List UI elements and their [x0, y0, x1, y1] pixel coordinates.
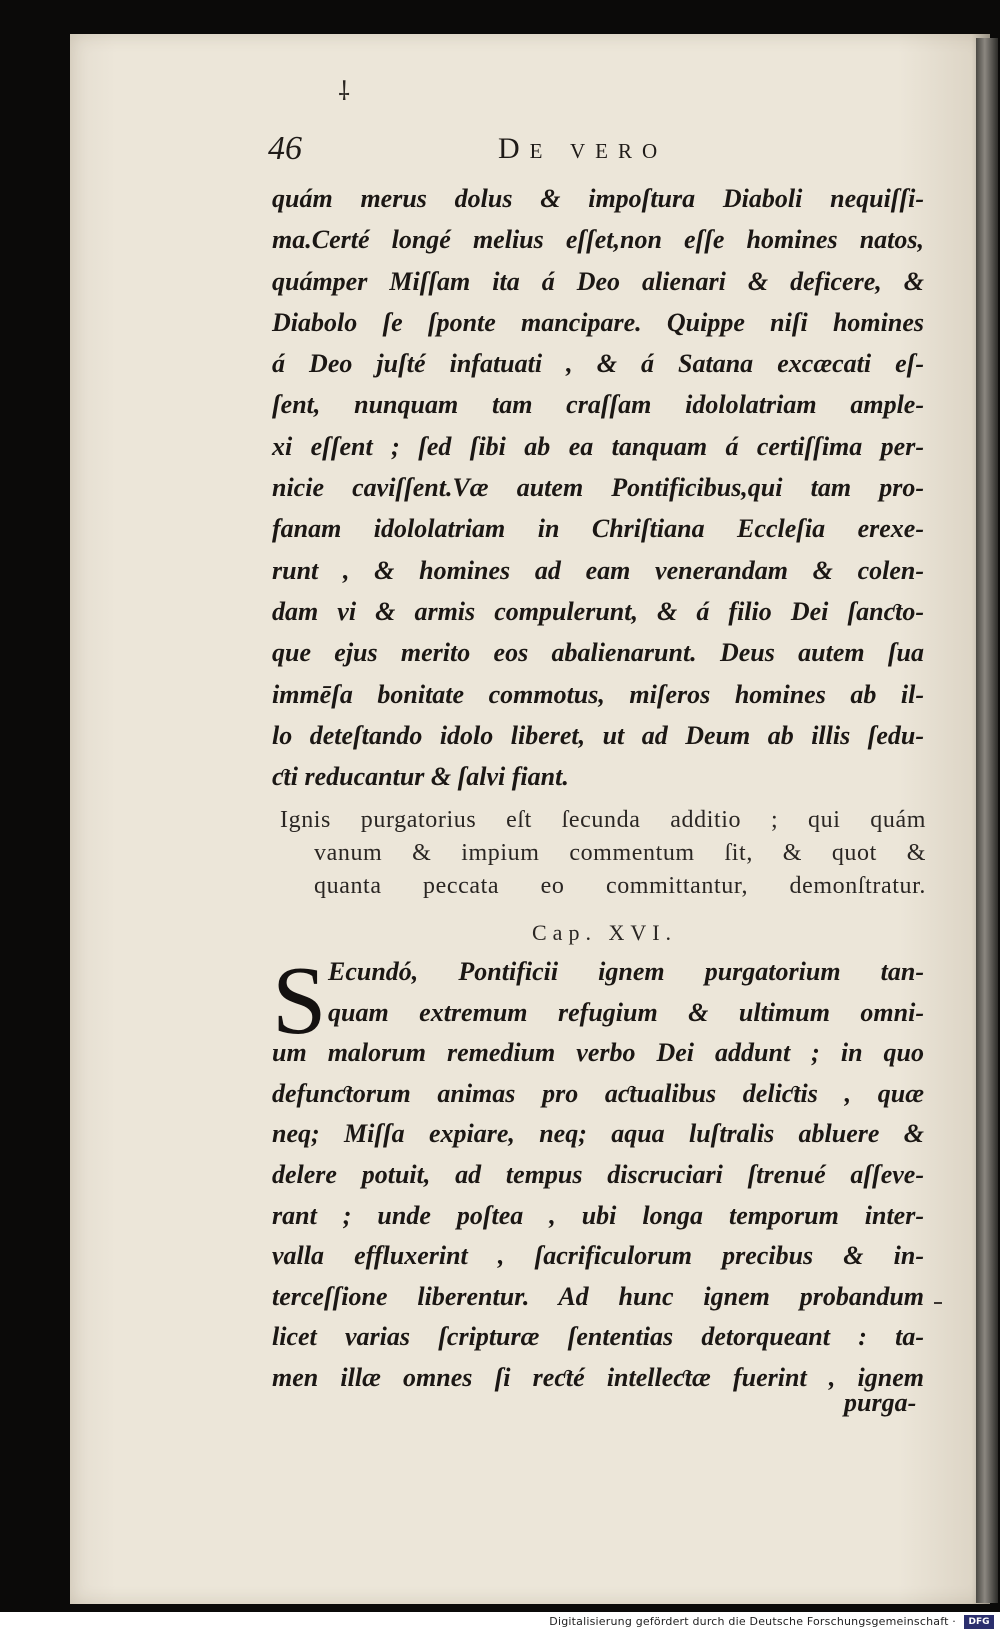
chapter-summary: [280, 804, 926, 903]
footer-bar: [0, 1612, 1000, 1632]
drop-cap: S: [272, 947, 327, 1055]
text-line: men illæ omnes ſi reƈté intelleƈtæ fuerint , ignem: [272, 1362, 924, 1392]
text-line: neq; Miſſa expiare, neq; aqua luſtralis abluere &: [272, 1119, 924, 1149]
text-line: lo deteſtando idolo liberet, ut ad Deum ab illis ſedu-: [272, 720, 924, 750]
margin-mark: [934, 1302, 942, 1304]
text-line: delere potuit, ad tempus discruciari ſtrenué aſſeve-: [272, 1159, 924, 1189]
text-line: quámper Miſſam ita á Deo alienari & deficere, &: [272, 266, 924, 296]
text-line: ma.Certé longé melius eſſet,non eſſe homines natos,: [272, 225, 924, 255]
page-number: 46: [268, 130, 302, 167]
text-line: terceſſione liberentur. Ad hunc ignem probandum: [272, 1281, 924, 1311]
text-line: um malorum remedium verbo Dei addunt ; in quo: [272, 1038, 924, 1068]
page-header: [268, 130, 928, 174]
text-line: fanam idololatriam in Chriſtiana Eccleſia erexe-: [272, 514, 924, 544]
text-line: xi eſſent ; ſed ſibi ab ea tanquam á certiſſima per-: [272, 431, 924, 461]
main-text: [272, 178, 924, 797]
text-line: dam vi & armis compulerunt, & á filio Dei ſanƈto-: [272, 596, 924, 626]
text-line: Diabolo ſe ſponte mancipare. Quippe niſi homines: [272, 307, 924, 337]
footer-credit: Digitalisierung gefördert durch die Deutsche Forschungsgemeinschaft ·: [549, 1615, 956, 1628]
text-line: defunƈtorum animas pro aƈtualibus deliƈtis , quæ: [272, 1078, 924, 1108]
catchword: purga-: [844, 1388, 917, 1417]
chapter-text: [272, 947, 924, 1399]
summary-line: vanum & impium commentum ſit, & quot &: [314, 840, 926, 866]
running-title: De vero: [498, 132, 668, 165]
text-line: ƈti reducantur & ſalvi fiant.: [272, 762, 569, 792]
text-line: quam extremum refugium & ultimum omni-: [328, 997, 924, 1027]
text-line: que ejus merito eos abalienarunt. Deus autem ſua: [272, 638, 924, 668]
text-line: Ecundó, Pontificii ignem purgatorium tan-: [328, 957, 924, 986]
text-line: valla effluxerint , ſacrificulorum precibus & in-: [272, 1241, 924, 1271]
text-line: nicie caviſſent.Væ autem Pontificibus,qui tam pro-: [272, 473, 924, 503]
summary-line: quanta peccata eo committantur, demonſtratur.: [314, 873, 926, 899]
page-gutter: [976, 38, 998, 1603]
text-line: rant ; unde poſtea , ubi longa temporum inter-: [272, 1200, 924, 1230]
text-line: immēſa bonitate commotus, miſeros homines ab il-: [272, 679, 924, 709]
text-line: á Deo juſté infatuati , & á Satana excæcati eſ-: [272, 349, 924, 379]
ornament-mark: ⸸: [338, 77, 351, 106]
text-line: quám merus dolus & impoſtura Diaboli nequiſſi-: [272, 184, 924, 213]
text-line: runt , & homines ad eam venerandam & colen-: [272, 555, 924, 585]
text-line: ſent, nunquam tam craſſam idololatriam ample-: [272, 390, 924, 420]
summary-line: Ignis purgatorius eſt ſecunda additio ; qui quám: [280, 807, 926, 833]
chapter-heading: Cap. XVI.: [532, 920, 678, 945]
text-line: licet varias ſcripturæ ſententias detorqueant : ta-: [272, 1322, 924, 1352]
dfg-logo: DFG: [964, 1615, 994, 1629]
